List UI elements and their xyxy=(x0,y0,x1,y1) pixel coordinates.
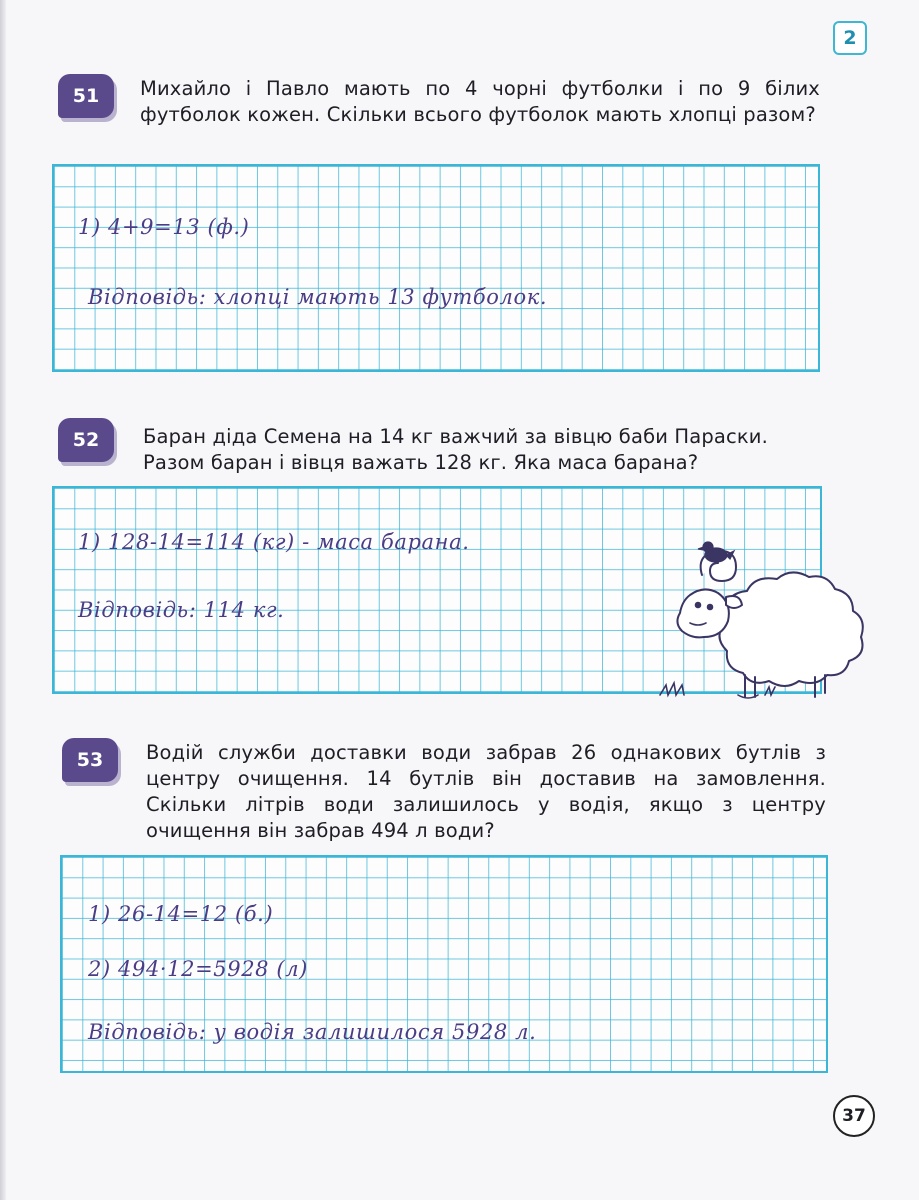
task-number-badge: 53 xyxy=(62,738,118,782)
section-badge: 2 xyxy=(833,21,867,55)
task-text: Водій служби доставки води забрав 26 однакових бутлів з центру очищення. 14 бутлів він доставив на замовлення. Скільки літрів води залишилось у водія, якщо з центру очищення він забрав 494 л води? xyxy=(146,741,826,842)
task-number-badge: 51 xyxy=(58,74,114,118)
task-text: Михайло і Павло мають по 4 чорні футболки і по 9 білих футболок кожен. Скільки всього футболок мають хлопці разом? xyxy=(140,77,820,126)
page-number: 37 xyxy=(833,1095,875,1137)
task-text: Баран діда Семена на 14 кг важчий за вівцю баби Параски. Разом баран і вівця важать 128 кг. Яка маса барана? xyxy=(143,425,768,474)
solution-line: 1) 4+9=13 (ф.) xyxy=(78,215,250,239)
answer-line: Відповідь: 114 кг. xyxy=(78,598,285,622)
solution-line: 2) 494·12=5928 (л) xyxy=(88,957,308,981)
answer-line: Відповідь: у водія залишилося 5928 л. xyxy=(88,1020,537,1044)
answer-grid[interactable] xyxy=(52,164,820,372)
task-number-badge: 52 xyxy=(58,418,114,462)
answer-line: Відповідь: хлопці мають 13 футболок. xyxy=(88,285,548,309)
solution-line: 1) 26-14=12 (б.) xyxy=(88,902,274,926)
solution-line: 1) 128-14=114 (кг) - маса барана. xyxy=(78,530,470,554)
page-edge xyxy=(0,0,6,1200)
sheep-illustration xyxy=(650,535,875,710)
